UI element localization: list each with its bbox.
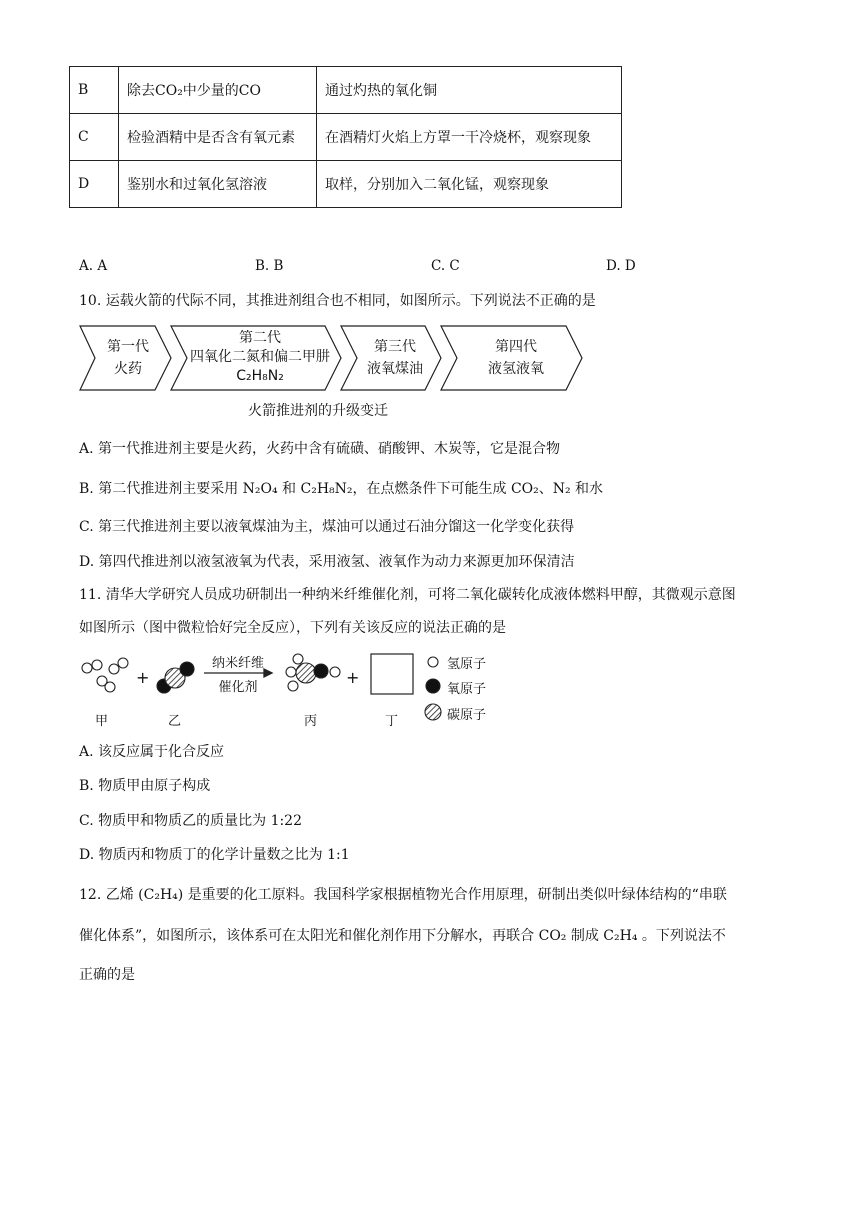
plus-sign: + — [346, 668, 360, 687]
rocket-generations-diagram — [79, 325, 584, 391]
row-task: 鉴别水和过氧化氢溶液 — [119, 161, 317, 208]
label-jia: 甲 — [95, 714, 109, 729]
q11-stem-line1: 11. 清华大学研究人员成功研制出一种纳米纤维催化剂，可将二氧化碳转化成液体燃料甲醇，其微观示意图 — [79, 587, 736, 603]
molecule-ch3oh — [286, 654, 340, 691]
table-row — [70, 114, 622, 161]
row-method: 取样，分别加入二氧化锰，观察现象 — [317, 161, 622, 208]
gen2-detail: 四氧化二氮和偏二甲肼 — [190, 349, 330, 365]
q10-option-a: A. 第一代推进剂主要是火药，火药中含有硫磺、硝酸钾、木炭等，它是混合物 — [79, 441, 561, 457]
q11-option-d: D. 物质丙和物质丁的化学计量数之比为 1:1 — [79, 847, 350, 863]
q11-option-b: B. 物质甲由原子构成 — [79, 778, 211, 794]
q11-stem-line2: 如图所示（图中微粒恰好完全反应），下列有关该反应的说法正确的是 — [79, 620, 506, 636]
row-task: 检验酒精中是否含有氧元素 — [119, 114, 317, 161]
diagram-caption: 火箭推进剂的升级变迁 — [248, 403, 388, 419]
q10-option-b: B. 第二代推进剂主要采用 N₂O₄ 和 C₂H₈N₂，在点燃条件下可能生成 CO₂、N₂ 和水 — [79, 481, 604, 497]
q9-option-c: C. C — [431, 258, 460, 274]
gen3-detail: 液氧煤油 — [367, 361, 423, 377]
q12-stem-line2: 催化体系”，如图所示，该体系可在太阳光和催化剂作用下分解水，再联合 CO₂ 制成 C₂H₄ 。下列说法不 — [79, 928, 726, 944]
q11-option-a: A. 该反应属于化合反应 — [79, 744, 225, 760]
gen4-detail: 液氢液氧 — [488, 361, 544, 377]
row-task: 除去CO₂中少量的CO — [119, 67, 317, 114]
row-letter: B — [70, 67, 119, 114]
legend-oxygen: 氧原子 — [447, 682, 487, 697]
label-yi: 乙 — [168, 714, 182, 729]
row-method: 通过灼热的氧化铜 — [317, 67, 622, 114]
label-ding: 丁 — [385, 714, 399, 729]
q10-stem: 10. 运载火箭的代际不同，其推进剂组合也不相同，如图所示。下列说法不正确的是 — [79, 293, 596, 309]
q11-option-c: C. 物质甲和物质乙的质量比为 1:22 — [79, 813, 303, 829]
molecule-h2-group — [82, 658, 128, 692]
label-bing: 丙 — [304, 714, 318, 729]
gen3-title: 第三代 — [374, 339, 416, 355]
options-table — [69, 66, 622, 208]
q10-option-d: D. 第四代推进剂以液氢液氧为代表，采用液氢、液氧作为动力来源更加环保清洁 — [79, 554, 575, 570]
legend-carbon: 碳原子 — [447, 708, 487, 723]
table-row — [70, 67, 622, 114]
row-method: 在酒精灯火焰上方罩一干冷烧杯，观察现象 — [317, 114, 622, 161]
q9-option-a: A. A — [79, 258, 108, 274]
reaction-diagram — [78, 650, 508, 730]
q9-option-b: B. B — [255, 258, 284, 274]
table-row — [70, 161, 622, 208]
legend-symbols — [425, 657, 441, 720]
unknown-product-box — [371, 654, 413, 694]
gen1-title: 第一代 — [107, 339, 149, 355]
q12-stem-line3: 正确的是 — [79, 967, 135, 983]
gen1-detail: 火药 — [114, 361, 142, 377]
row-letter: D — [70, 161, 119, 208]
gen2-formula: C₂H₈N₂ — [236, 368, 284, 384]
q12-stem-line1: 12. 乙烯 (C₂H₄) 是重要的化工原料。我国科学家根据植物光合作用原理，研制出类似叶绿体结构的“串联 — [79, 887, 727, 903]
gen4-title: 第四代 — [495, 339, 537, 355]
plus-sign: + — [136, 668, 150, 687]
legend-hydrogen: 氢原子 — [447, 657, 487, 672]
molecule-co2 — [157, 662, 194, 693]
catalyst-label-1: 纳米纤维 — [211, 656, 264, 671]
row-letter: C — [70, 114, 119, 161]
q9-option-d: D. D — [606, 258, 636, 274]
gen2-title: 第二代 — [239, 330, 281, 346]
catalyst-label-2: 催化剂 — [218, 680, 258, 695]
q10-option-c: C. 第三代推进剂主要以液氧煤油为主，煤油可以通过石油分馏这一化学变化获得 — [79, 519, 575, 535]
